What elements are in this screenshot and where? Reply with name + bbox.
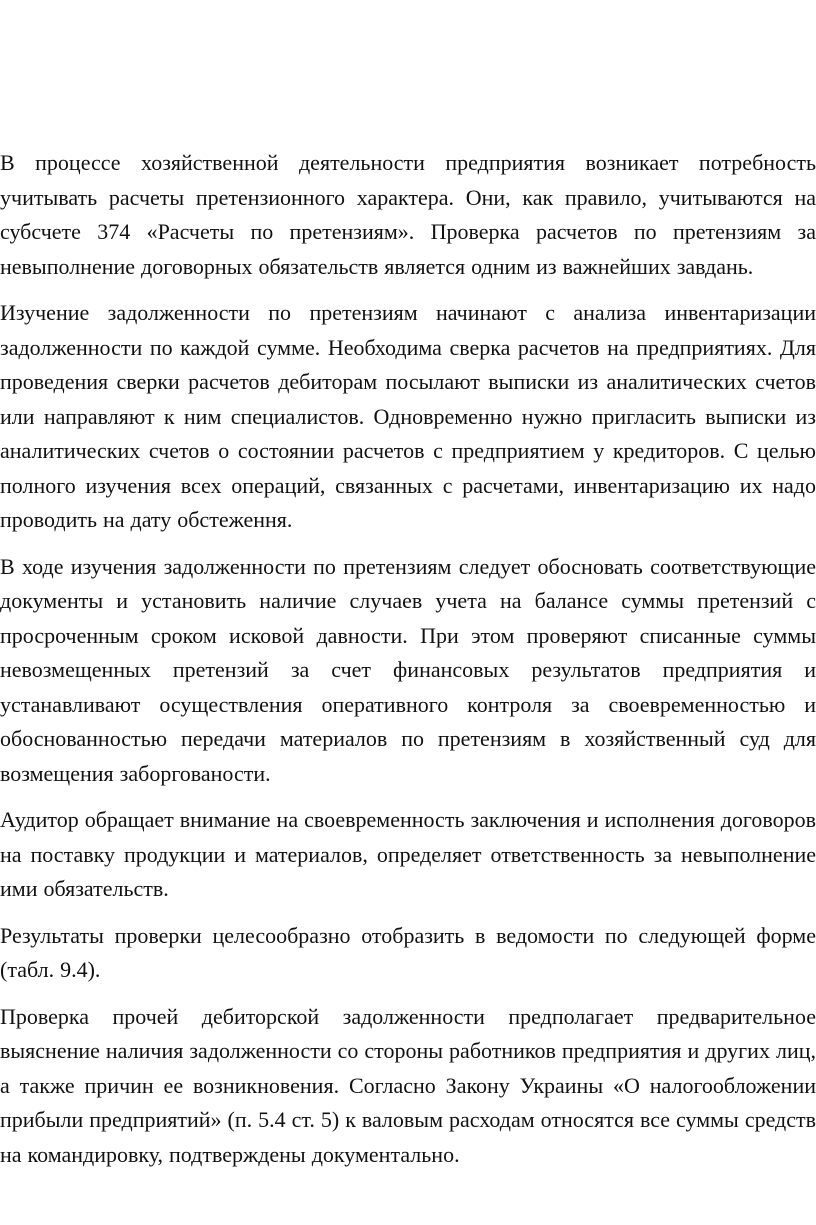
paragraph-3: В ходе изучения задолженности по претензиям следует обосновать соответствующие документы и установить наличие случаев учета на балансе суммы претензий с просроченным сроком исковой давности. При этом проверяют списанные суммы невозмещенных претензий за счет финансовых результатов предприятия и устанавливают осуществления оперативного контроля за своевременностью и обоснованностью передачи материалов по претензиям в хозяйственный суд для возмещения заборгованости. bbox=[0, 553, 816, 786]
paragraph-1: В процессе хозяйственной деятельности предприятия возникает потребность учитывать расчеты претензионного характера. Они, как правило, учитываются на субсчете 374 «Расчеты по претензиям». Проверка расчетов по претензиям за невыполнение договорных обязательств является одним из важнейших завдань. bbox=[0, 150, 816, 279]
paragraph-2: Изучение задолженности по претензиям начинают с анализа инвентаризации задолженности по каждой сумме. Необходима сверка расчетов на предприятиях. Для проведения сверки расчетов дебиторам посылают выписки из аналитических счетов или направляют к ним специалистов. Одновременно нужно пригласить выписки из аналитических счетов о состоянии расчетов с предприятием у кредиторов. С целью полного изучения всех операций, связанных с расчетами, инвентаризацию их надо проводить на дату обстеження. bbox=[0, 300, 816, 532]
paragraph-5: Результаты проверки целесообразно отобразить в ведомости по следующей форме (табл. 9.4). bbox=[0, 922, 816, 982]
paragraph-6: Проверка прочей дебиторской задолженности предполагает предварительное выяснение наличия задолженности со стороны работников предприятия и других лиц, а также причин ее возникновения. Согласно Закону Украины «О налогообложении прибыли предприятий» (п. 5.4 ст. 5) к валовым расходам относятся все суммы средств на командировку, подтверждены документально. bbox=[0, 1003, 816, 1167]
document-page bbox=[0, 146, 816, 1184]
paragraph-4: Аудитор обращает внимание на своевременность заключения и исполнения договоров на поставку продукции и материалов, определяет ответственность за невыполнение ими обязательств. bbox=[0, 807, 816, 901]
